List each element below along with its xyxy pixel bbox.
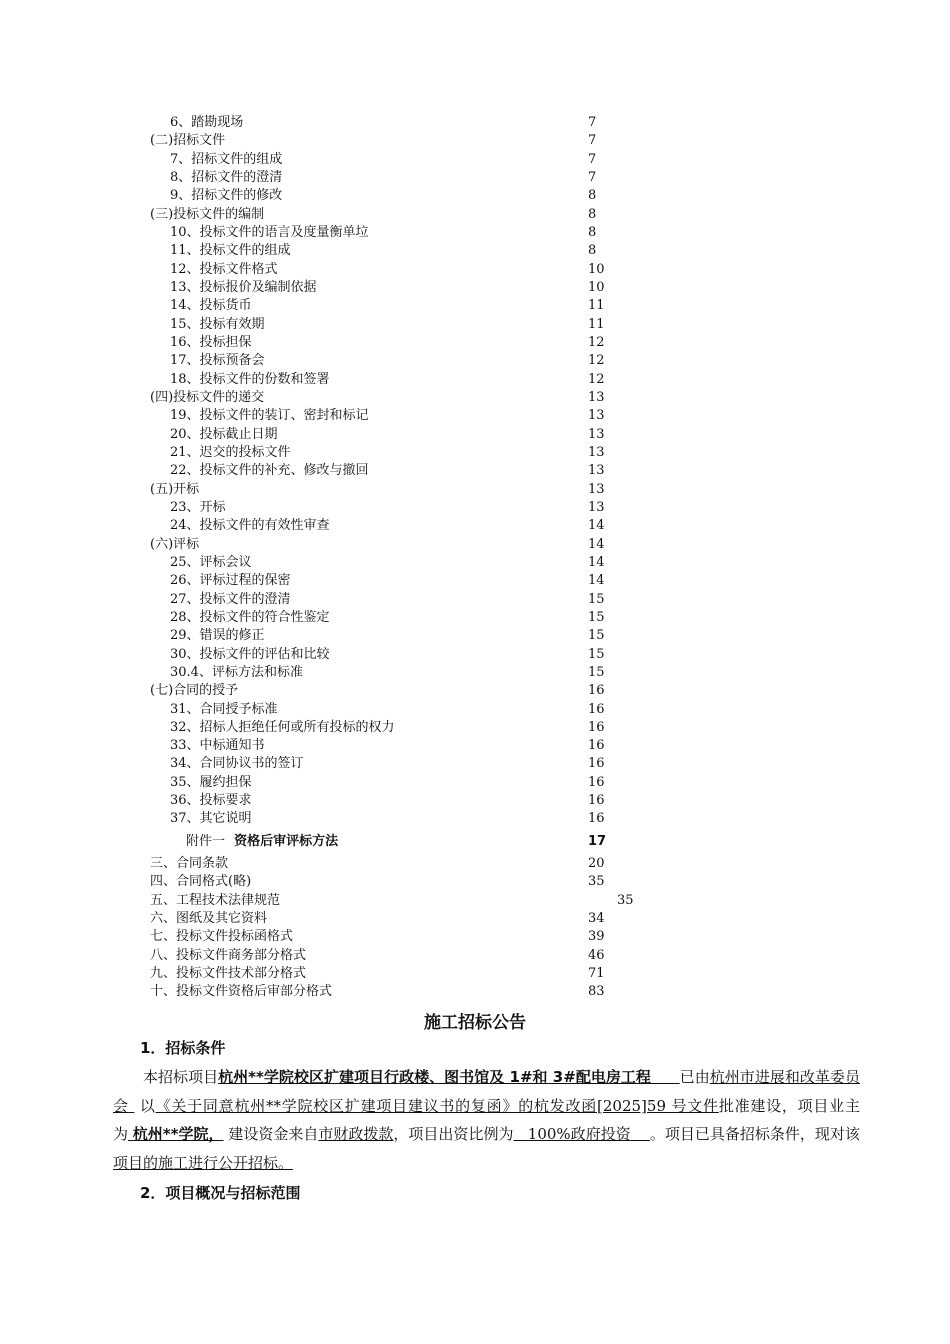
- toc-entry-page-number: 8: [588, 206, 597, 222]
- toc-entry-label: 16、投标担保: [170, 334, 252, 350]
- para-text: 已由: [679, 1068, 710, 1086]
- toc-entry-label: 22、投标文件的补充、修改与撤回: [170, 463, 369, 479]
- toc-entry-label: 13、投标报价及编制依据: [170, 279, 317, 295]
- para-text: 本招标项目: [143, 1068, 219, 1086]
- toc-entry-label: 八、投标文件商务部分格式: [150, 947, 307, 963]
- toc-entry-title: [170, 774, 252, 792]
- toc-entry[interactable]: [0, 444, 950, 462]
- toc-entry-page-number: 12: [588, 334, 605, 350]
- tender-method: 项目的施工进行公开招标。: [113, 1153, 294, 1172]
- toc-entry-label: 26、评标过程的保密: [170, 573, 291, 589]
- toc-entry-page-number: 20: [588, 856, 605, 872]
- toc-entry-title: [170, 297, 252, 315]
- toc-entry-title: [170, 755, 304, 773]
- toc-entry-title: [170, 371, 330, 389]
- toc-entry-page-number: 7: [588, 133, 597, 149]
- toc-entry-page-number: 15: [588, 609, 605, 625]
- toc-entry-label: 33、中标通知书: [170, 738, 265, 754]
- toc-entry-label: 11、投标文件的组成: [170, 243, 291, 259]
- toc-entry[interactable]: [0, 499, 950, 517]
- toc-entry-page-number: 13: [588, 389, 605, 405]
- toc-entry-label: 19、投标文件的装订、密封和标记: [170, 408, 369, 424]
- toc-entry-page-number: 8: [588, 188, 597, 204]
- toc-entry-title: [150, 928, 293, 946]
- toc-entry[interactable]: [0, 407, 950, 425]
- toc-entry[interactable]: [0, 719, 950, 737]
- toc-entry-label: 六、图纸及其它资料: [150, 911, 268, 927]
- toc-entry-page-number: 13: [588, 499, 605, 515]
- toc-entry[interactable]: [0, 928, 950, 946]
- project-owner: 杭州**学院，: [132, 1125, 224, 1143]
- toc-entry[interactable]: [0, 554, 950, 572]
- toc-entry[interactable]: [0, 352, 950, 370]
- toc-entry[interactable]: [0, 536, 950, 554]
- toc-entry[interactable]: [0, 334, 950, 352]
- toc-entry-label: 6、踏勘现场: [170, 115, 244, 130]
- toc-entry[interactable]: [0, 389, 950, 407]
- project-name: 杭州**学院校区扩建项目行政楼、图书馆及 1#和 3#配电房工程: [218, 1068, 651, 1086]
- para-text: ，项目出资比例为: [393, 1125, 514, 1143]
- toc-entry-title: [150, 536, 199, 554]
- toc-entry-label: (六)评标: [150, 536, 200, 552]
- toc-entry-label: 28、投标文件的符合性鉴定: [170, 609, 330, 625]
- toc-entry-label: 九、投标文件技术部分格式: [150, 966, 307, 982]
- toc-entry-label: 30.4、评标方法和标准: [170, 664, 303, 680]
- toc-entry-page-number: 10: [588, 279, 605, 295]
- toc-entry-title: [170, 810, 252, 828]
- toc-entry-page-number: 16: [588, 701, 605, 717]
- toc-entry-label: 7、招标文件的组成: [170, 151, 283, 167]
- toc-entry[interactable]: [0, 279, 950, 297]
- toc-entry-page-number: 16: [588, 756, 605, 772]
- toc-entry-page-number: 14: [588, 573, 605, 589]
- toc-entry-title: [170, 444, 291, 462]
- toc-entry-page-number: 8: [588, 243, 597, 259]
- toc-entry-title: [170, 169, 282, 187]
- toc-entry-label: (七)合同的授予: [150, 683, 239, 699]
- toc-entry-label: 十、投标文件资格后审部分格式: [150, 984, 333, 1000]
- toc-entry[interactable]: [0, 737, 950, 755]
- toc-entry[interactable]: [0, 242, 950, 260]
- toc-entry-label: 附件一: [186, 833, 226, 849]
- toc-entry-page-number: 7: [588, 151, 597, 167]
- approval-document: 《关于同意杭州**学院校区扩建项目建议书的复函》的杭发改函[2025]59 号文件: [155, 1096, 719, 1115]
- para-text: 。项目已具备招标条件，现对该: [649, 1125, 860, 1143]
- toc-entry-page-number: 16: [588, 774, 605, 790]
- para-text: 以: [139, 1096, 156, 1115]
- toc-entry-title: [150, 892, 280, 910]
- toc-entry-page-number: 15: [588, 628, 605, 644]
- toc-entry-title: [150, 983, 332, 1001]
- toc-entry-title: [170, 279, 317, 297]
- toc-entry-page-number: 35: [617, 892, 634, 908]
- toc-entry-title: [170, 719, 395, 737]
- toc-entry-title: [170, 261, 278, 279]
- toc-entry-title: [170, 627, 265, 645]
- toc-entry-page-number: 46: [588, 947, 605, 963]
- toc-entry-page-number: 16: [588, 811, 605, 827]
- toc-entry-page-number: 7: [588, 115, 597, 130]
- toc-entry-title: [150, 855, 228, 873]
- toc-entry[interactable]: [0, 682, 950, 700]
- toc-entry-title: [170, 426, 278, 444]
- toc-entry-page-number: 14: [588, 554, 605, 570]
- toc-entry[interactable]: [0, 517, 950, 535]
- toc-entry-label: 17、投标预备会: [170, 353, 265, 369]
- toc-entry-title: [170, 609, 330, 627]
- toc-entry-label: (四)投标文件的递交: [150, 389, 265, 405]
- toc-entry-label: 25、评标会议: [170, 554, 252, 570]
- toc-entry-title: [170, 114, 243, 132]
- toc-entry[interactable]: [0, 947, 950, 965]
- toc-entry[interactable]: [0, 965, 950, 983]
- toc-entry[interactable]: [0, 873, 950, 891]
- toc-entry-label: 37、其它说明: [170, 811, 252, 827]
- toc-entry-label: 四、合同格式(略): [150, 874, 252, 890]
- toc-entry-title: [150, 682, 238, 700]
- toc-entry-page-number: 16: [588, 683, 605, 699]
- toc-entry-label: 32、招标人拒绝任何或所有投标的权力: [170, 719, 395, 735]
- toc-entry-bold-label: 资格后审评标方法: [234, 833, 339, 849]
- toc-entry-page-number: 13: [588, 426, 605, 442]
- toc-entry[interactable]: [0, 224, 950, 242]
- toc-entry[interactable]: [0, 701, 950, 719]
- para-text: 建设资金来自: [228, 1125, 319, 1143]
- toc-entry-label: 31、合同授予标准: [170, 701, 278, 717]
- toc-entry-page-number: 83: [588, 984, 605, 1000]
- toc-entry-title: [150, 132, 225, 150]
- toc-entry-label: 36、投标要求: [170, 793, 252, 809]
- toc-entry[interactable]: [0, 169, 950, 187]
- funding-source: 市财政拨款: [318, 1125, 394, 1143]
- para-text: 批准建设，项目业主为: [113, 1096, 860, 1143]
- toc-entry-page-number: 15: [588, 664, 605, 680]
- toc-entry-page-number: 34: [588, 911, 605, 927]
- toc-entry-title: [170, 352, 265, 370]
- toc-entry-label: (三)投标文件的编制: [150, 206, 265, 222]
- toc-entry-title: [170, 499, 226, 517]
- toc-entry[interactable]: [0, 627, 950, 645]
- toc-entry-page-number: 13: [588, 444, 605, 460]
- toc-entry-title: [170, 646, 330, 664]
- toc-entry-page-number: 12: [588, 371, 605, 387]
- toc-entry[interactable]: [0, 206, 950, 224]
- toc-entry[interactable]: [0, 572, 950, 590]
- toc-entry-title: [170, 242, 291, 260]
- toc-entry-title: [170, 554, 252, 572]
- toc-entry[interactable]: [0, 591, 950, 609]
- toc-entry-title: [150, 206, 264, 224]
- toc-entry-label: 20、投标截止日期: [170, 426, 278, 442]
- toc-entry-label: (二)招标文件: [150, 133, 226, 149]
- toc-entry-title: [170, 792, 252, 810]
- toc-entry-label: 14、投标货币: [170, 298, 252, 314]
- toc-entry-label: 三、合同条款: [150, 856, 229, 872]
- toc-entry-label: 10、投标文件的语言及度量衡单垃: [170, 224, 369, 240]
- toc-entry-label: 35、履约担保: [170, 774, 252, 790]
- toc-entry[interactable]: [0, 426, 950, 444]
- toc-entry-title: [150, 910, 267, 928]
- toc-entry-page-number: 7: [588, 169, 597, 185]
- toc-entry-label: 23、开标: [170, 499, 226, 515]
- tender-conditions-paragraph: [113, 1063, 860, 1177]
- toc-entry[interactable]: [0, 910, 950, 928]
- toc-entry-page-number: 15: [588, 646, 605, 662]
- toc-entry[interactable]: [0, 983, 950, 1001]
- toc-entry-page-number: 11: [588, 298, 605, 314]
- toc-entry[interactable]: [0, 646, 950, 664]
- toc-entry[interactable]: [0, 462, 950, 480]
- toc-entry-title: [170, 316, 265, 334]
- toc-entry[interactable]: [0, 855, 950, 873]
- toc-entry-page-number: 71: [588, 966, 605, 982]
- toc-entry[interactable]: [0, 481, 950, 499]
- toc-entry-label: (五)开标: [150, 481, 200, 497]
- toc-entry-title: [170, 407, 369, 425]
- toc-entry-label: 15、投标有效期: [170, 316, 265, 332]
- toc-entry[interactable]: [0, 609, 950, 627]
- toc-entry[interactable]: [0, 774, 950, 792]
- section-heading-project-overview: 2．项目概况与招标范围: [140, 1184, 301, 1202]
- toc-entry-page-number: 35: [588, 874, 605, 890]
- toc-entry-page-number: 39: [588, 929, 605, 945]
- toc-entry[interactable]: [0, 187, 950, 205]
- toc-entry-title: [170, 664, 303, 682]
- toc-entry-page-number: 14: [588, 518, 605, 534]
- toc-entry-page-number: 15: [588, 591, 605, 607]
- toc-entry[interactable]: [0, 151, 950, 169]
- toc-entry-page-number: 16: [588, 738, 605, 754]
- toc-entry-title: [170, 572, 291, 590]
- toc-entry-label: 18、投标文件的份数和签署: [170, 371, 330, 387]
- toc-entry-title: [150, 965, 306, 983]
- toc-entry-page-number: 16: [588, 719, 605, 735]
- toc-entry-label: 29、错误的修正: [170, 628, 265, 644]
- toc-entry-label: 21、迟交的投标文件: [170, 444, 291, 460]
- toc-entry-page-number: 13: [588, 463, 605, 479]
- toc-entry[interactable]: [0, 371, 950, 389]
- toc-entry-page-number: 16: [588, 793, 605, 809]
- notice-title: 施工招标公告: [424, 1013, 526, 1033]
- toc-entry-label: 34、合同协议书的签订: [170, 756, 304, 772]
- toc-entry-page-number: 13: [588, 408, 605, 424]
- toc-entry-title: [170, 701, 278, 719]
- toc-entry-label: 9、招标文件的修改: [170, 188, 283, 204]
- toc-entry[interactable]: [0, 810, 950, 828]
- toc-entry-label: 12、投标文件格式: [170, 261, 278, 277]
- toc-entry-page-number: 10: [588, 261, 605, 277]
- toc-entry-title: [170, 334, 252, 352]
- table-of-contents: [0, 114, 950, 1002]
- toc-entry[interactable]: [0, 261, 950, 279]
- approval-authority: 杭州市进展和改革委员会: [113, 1068, 860, 1115]
- toc-entry-label: 8、招标文件的澄清: [170, 169, 283, 185]
- toc-entry-title: [170, 187, 282, 205]
- toc-entry[interactable]: [0, 792, 950, 810]
- toc-entry-page-number: 13: [588, 481, 605, 497]
- toc-entry-page-number: 14: [588, 536, 605, 552]
- toc-entry-title: [170, 591, 291, 609]
- toc-entry[interactable]: [0, 132, 950, 150]
- toc-entry-title: [150, 389, 264, 407]
- toc-entry-page-number: 17: [588, 833, 607, 849]
- toc-entry-title: [186, 833, 338, 851]
- toc-entry-title: [170, 151, 282, 169]
- toc-entry[interactable]: [0, 664, 950, 682]
- toc-entry[interactable]: [0, 316, 950, 334]
- toc-entry-title: [150, 481, 199, 499]
- section-heading-tender-conditions: 1．招标条件: [140, 1039, 226, 1057]
- toc-entry-title: [170, 737, 265, 755]
- toc-entry[interactable]: [0, 833, 950, 851]
- toc-entry[interactable]: [0, 114, 950, 132]
- toc-entry-label: 27、投标文件的澄清: [170, 591, 291, 607]
- toc-entry[interactable]: [0, 755, 950, 773]
- toc-entry-label: 30、投标文件的评估和比较: [170, 646, 330, 662]
- toc-entry[interactable]: [0, 892, 950, 910]
- toc-entry-title: [150, 947, 306, 965]
- toc-entry-title: [170, 462, 369, 480]
- toc-entry-page-number: 12: [588, 353, 605, 369]
- toc-entry-title: [170, 517, 330, 535]
- toc-entry-title: [170, 224, 369, 242]
- funding-ratio: 100%政府投资: [527, 1125, 631, 1143]
- toc-entry-title: [150, 873, 251, 891]
- toc-entry-page-number: 11: [588, 316, 605, 332]
- toc-entry-label: 七、投标文件投标函格式: [150, 929, 294, 945]
- toc-entry-label: 五、工程技术法律规范: [150, 892, 281, 908]
- toc-entry[interactable]: [0, 297, 950, 315]
- toc-entry-label: 24、投标文件的有效性审查: [170, 518, 330, 534]
- toc-entry-page-number: 8: [588, 224, 597, 240]
